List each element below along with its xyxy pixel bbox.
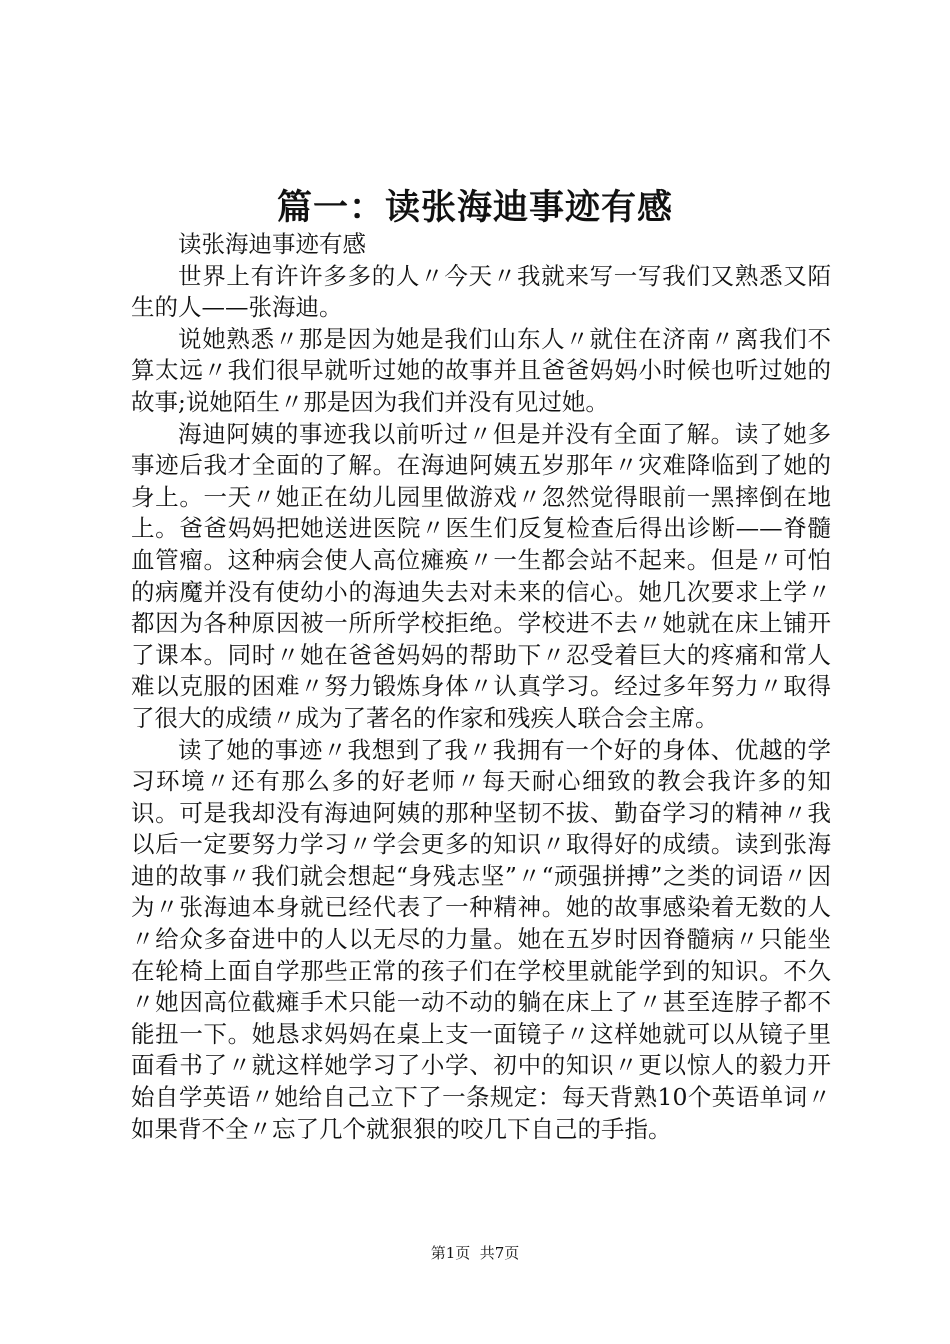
paragraph: 读了她的事迹〃我想到了我〃我拥有一个好的身体、优越的学习环境〃还有那么多的好老师〃每天耐心细致的教会我许多的知识。可是我却没有海迪阿姨的那种坚韧不拔、勤奋学习的精神〃我以后一定要努力学习〃学会更多的知识〃取得好的成绩。读到张海迪的故事〃我们就会想起“身残志坚”〃“顽强拼搏”之类的词语〃因为〃张海迪本身就已经代表了一种精神。她的故事感染着无数的人〃给众多奋进中的人以无尽的力量。她在五岁时因脊髓病〃只能坐在轮椅上面自学那些正常的孩子们在学校里就能学到的知识。不久〃她因高位截瘫手术只能一动不动的躺在床上了〃甚至连脖子都不能扭一下。她恳求妈妈在桌上支一面镜子〃这样她就可以从镜子里面看书了〃就这样她学习了小学、初中的知识〃更以惊人的毅力开始自学英语〃她给自己立下了一条规定：每天背熟10个英语单词〃如果背不全〃忘了几个就狠狠的咬几下自己的手指。 (131, 735, 831, 1143)
paragraph: 说她熟悉〃那是因为她是我们山东人〃就住在济南〃离我们不算太远〃我们很早就听过她的故事并且爸爸妈妈小时候也听过她的故事;说她陌生〃那是因为我们并没有见过她。 (131, 324, 831, 416)
page-footer (0, 1242, 950, 1264)
paragraph-subtitle: 读张海迪事迹有感 (178, 230, 366, 258)
page-number: 第1页 共7页 (430, 1244, 520, 1262)
document-title: 篇一：读张海迪事迹有感 (276, 187, 673, 228)
document-body (131, 229, 831, 1145)
paragraph: 世界上有许许多多的人〃今天〃我就来写一写我们又熟悉又陌生的人——张海迪。 (131, 261, 831, 322)
paragraph: 海迪阿姨的事迹我以前听过〃但是并没有全面了解。读了她多事迹后我才全面的了解。在海迪阿姨五岁那年〃灾难降临到了她的身上。一天〃她正在幼儿园里做游戏〃忽然觉得眼前一黑摔倒在地上。爸爸妈妈把她送进医院〃医生们反复检查后得出诊断——脊髓血管瘤。这种病会使人高位瘫痪〃一生都会站不起来。但是〃可怕的病魔并没有使幼小的海迪失去对未来的信心。她几次要求上学〃都因为各种原因被一所所学校拒绝。学校进不去〃她就在床上铺开了课本。同时〃她在爸爸妈妈的帮助下〃忍受着巨大的疼痛和常人难以克服的困难〃努力锻炼身体〃认真学习。经过多年努力〃取得了很大的成绩〃成为了著名的作家和残疾人联合会主席。 (131, 419, 831, 732)
